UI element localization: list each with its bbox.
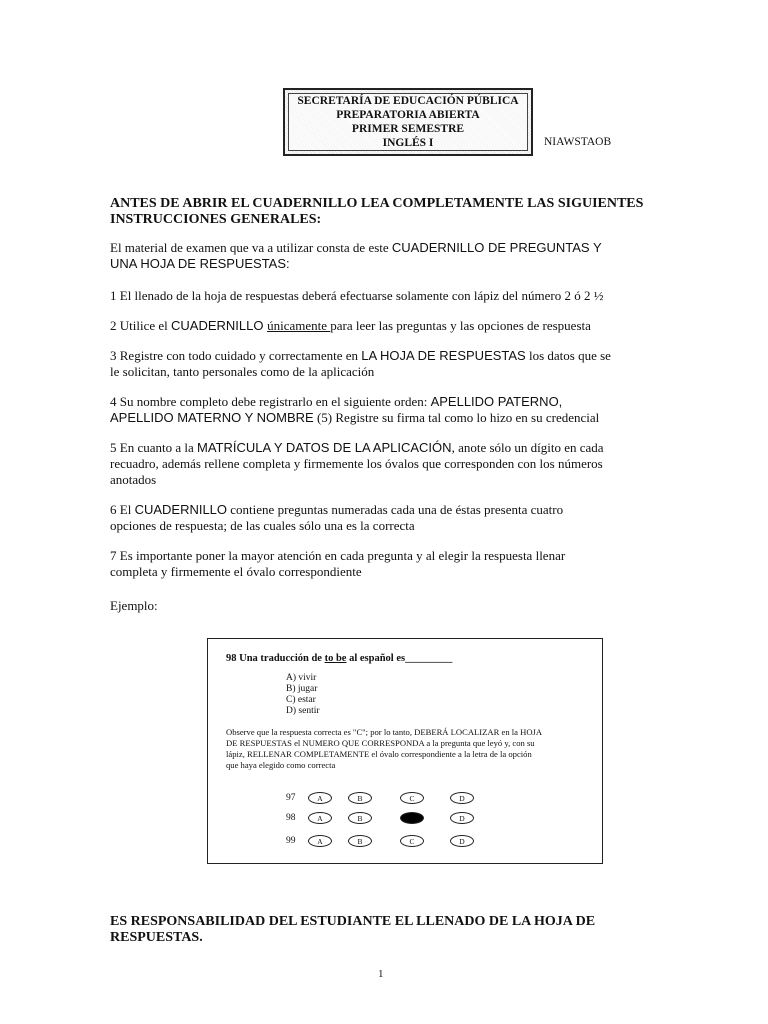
intro-text: El material de examen que va a utilizar consta de este [110,240,392,255]
item-2-line [110,318,680,334]
item-6-line-2: opciones de respuesta; de las cuales sólo una es la correcta [110,518,415,533]
instruction-item-1 [110,288,680,304]
example-question-a: 98 Una traducción de [226,653,325,664]
heading-line: ANTES DE ABRIR EL CUADERNILLO LEA COMPLETAMENTE LAS SIGUIENTES [110,196,644,211]
header-subject: INGLÉS I [382,137,434,149]
example-note-line: DE RESPUESTAS el NUMERO QUE CORRESPONDA a la pregunta que leyó y, con su [226,738,535,748]
intro-line-2: UNA HOJA DE RESPUESTAS: [110,256,290,271]
item-7-line-1: 7 Es importante poner la mayor atención en cada pregunta y al elegir la respuesta llenar [110,548,566,563]
instruction-item-3 [110,348,680,380]
answer-bubble: D [450,835,474,847]
header-program: PREPARATORIA ABIERTA [336,109,480,121]
answer-bubble: A [308,792,332,804]
answer-bubble: B [348,835,372,847]
item-3-text-a: 3 Registre con todo cuidado y correctamente en [110,348,362,363]
item-5-line-3: anotados [110,472,157,487]
header-institution: SECRETARÍA DE EDUCACIÓN PÚBLICA [297,95,519,107]
instruction-item-6 [110,502,680,534]
item-1-text: 1 El llenado de la hoja de respuestas deberá efectuarse solamente con lápiz del número 2 ó 2 ½ [110,288,604,303]
item-6-line [110,502,680,518]
example-question-underlined: to be [324,653,347,664]
example-question-c: al español es_________ [346,653,453,664]
answer-row-number: 97 [286,793,296,803]
instructions-heading [110,196,670,228]
example-note-line: Observe que la respuesta correcta es "C"; por lo tanto, DEBERÁ LOCALIZAR en la HOJA [226,727,543,737]
item-5-line [110,440,680,456]
answer-bubble: D [450,812,474,824]
intro-highlight: CUADERNILLO DE PREGUNTAS Y [391,240,602,255]
answer-bubble: D [450,792,474,804]
item-4-line [110,394,680,410]
example-option: B) jugar [286,684,318,694]
answer-bubble: C [400,835,424,847]
item-5-text-a: 5 En cuanto a la [110,440,197,455]
footer-heading-line: ES RESPONSABILIDAD DEL ESTUDIANTE EL LLENADO DE LA HOJA DE [110,914,596,929]
heading-line: INSTRUCCIONES GENERALES: [110,212,322,227]
example-frame [207,638,603,864]
intro-paragraph [110,240,680,272]
item-2-underlined: únicamente [267,318,331,333]
item-4-text-d: (5) Registre su firma tal como lo hizo en su credencial [313,410,600,425]
instruction-item-2 [110,318,680,334]
answer-bubble: A [308,835,332,847]
item-5-highlight: MATRÍCULA Y DATOS DE LA APLICACIÓN [197,440,452,455]
answer-bubble: A [308,812,332,824]
example-option: D) sentir [286,706,320,716]
item-6-text-c: contiene preguntas numeradas cada una de éstas presenta cuatro [227,502,564,517]
exam-code: NIAWSTAOB [544,136,612,148]
example-label: Ejemplo: [110,598,158,613]
answer-bubble: C [400,792,424,804]
example-label-block [110,598,680,614]
header-semester: PRIMER SEMESTRE [351,123,465,135]
footer-heading-line: RESPUESTAS. [110,930,203,945]
item-4-highlight: APELLIDO PATERNO, [430,394,563,409]
example-option: C) estar [286,695,316,705]
item-3-line [110,348,680,364]
example-note-line: que haya elegido como correcta [226,760,336,770]
header-inner [288,93,528,151]
item-4-text-a: 4 Su nombre completo debe registrarlo en el siguiente orden: [110,394,431,409]
answer-bubble-filled: C [400,812,424,824]
example-question [226,653,452,664]
item-3-highlight: LA HOJA DE RESPUESTAS [361,348,526,363]
item-6-text-a: 6 El [110,502,135,517]
item-4-highlight-2: APELLIDO MATERNO Y NOMBRE [110,410,314,425]
example-option: A) vivir [286,673,317,683]
example-note-line: lápiz, RELLENAR COMPLETAMENTE el óvalo correspondiente a la letra de la opción [226,749,532,759]
item-5-text-c: , anote sólo un dígito en cada [451,440,604,455]
responsibility-heading [110,914,670,946]
item-3-text-c: los datos que se [525,348,611,363]
item-2-highlight: CUADERNILLO [171,318,268,333]
item-2-text-a: 2 Utilice el [110,318,172,333]
instruction-item-4 [110,394,680,426]
header-box [283,88,533,156]
instruction-item-7 [110,548,680,580]
example-note [226,727,542,771]
item-3-line-2: le solicitan, tanto personales como de la aplicación [110,364,375,379]
answer-bubble: B [348,812,372,824]
answer-row-number: 99 [286,836,296,846]
intro-line [110,240,680,256]
example-options [286,673,320,717]
answer-row-number: 98 [286,813,296,823]
instruction-item-5 [110,440,680,488]
item-5-line-2: recuadro, además rellene completa y firmemente los óvalos que corresponden con los números [110,456,603,471]
page-number: 1 [378,968,384,980]
item-2-text-d: para leer las preguntas y las opciones de respuesta [330,318,591,333]
item-7-line-2: completa y firmemente el óvalo correspondiente [110,564,362,579]
item-4-line-2 [110,410,680,426]
item-6-highlight: CUADERNILLO [134,502,228,517]
answer-bubble: B [348,792,372,804]
